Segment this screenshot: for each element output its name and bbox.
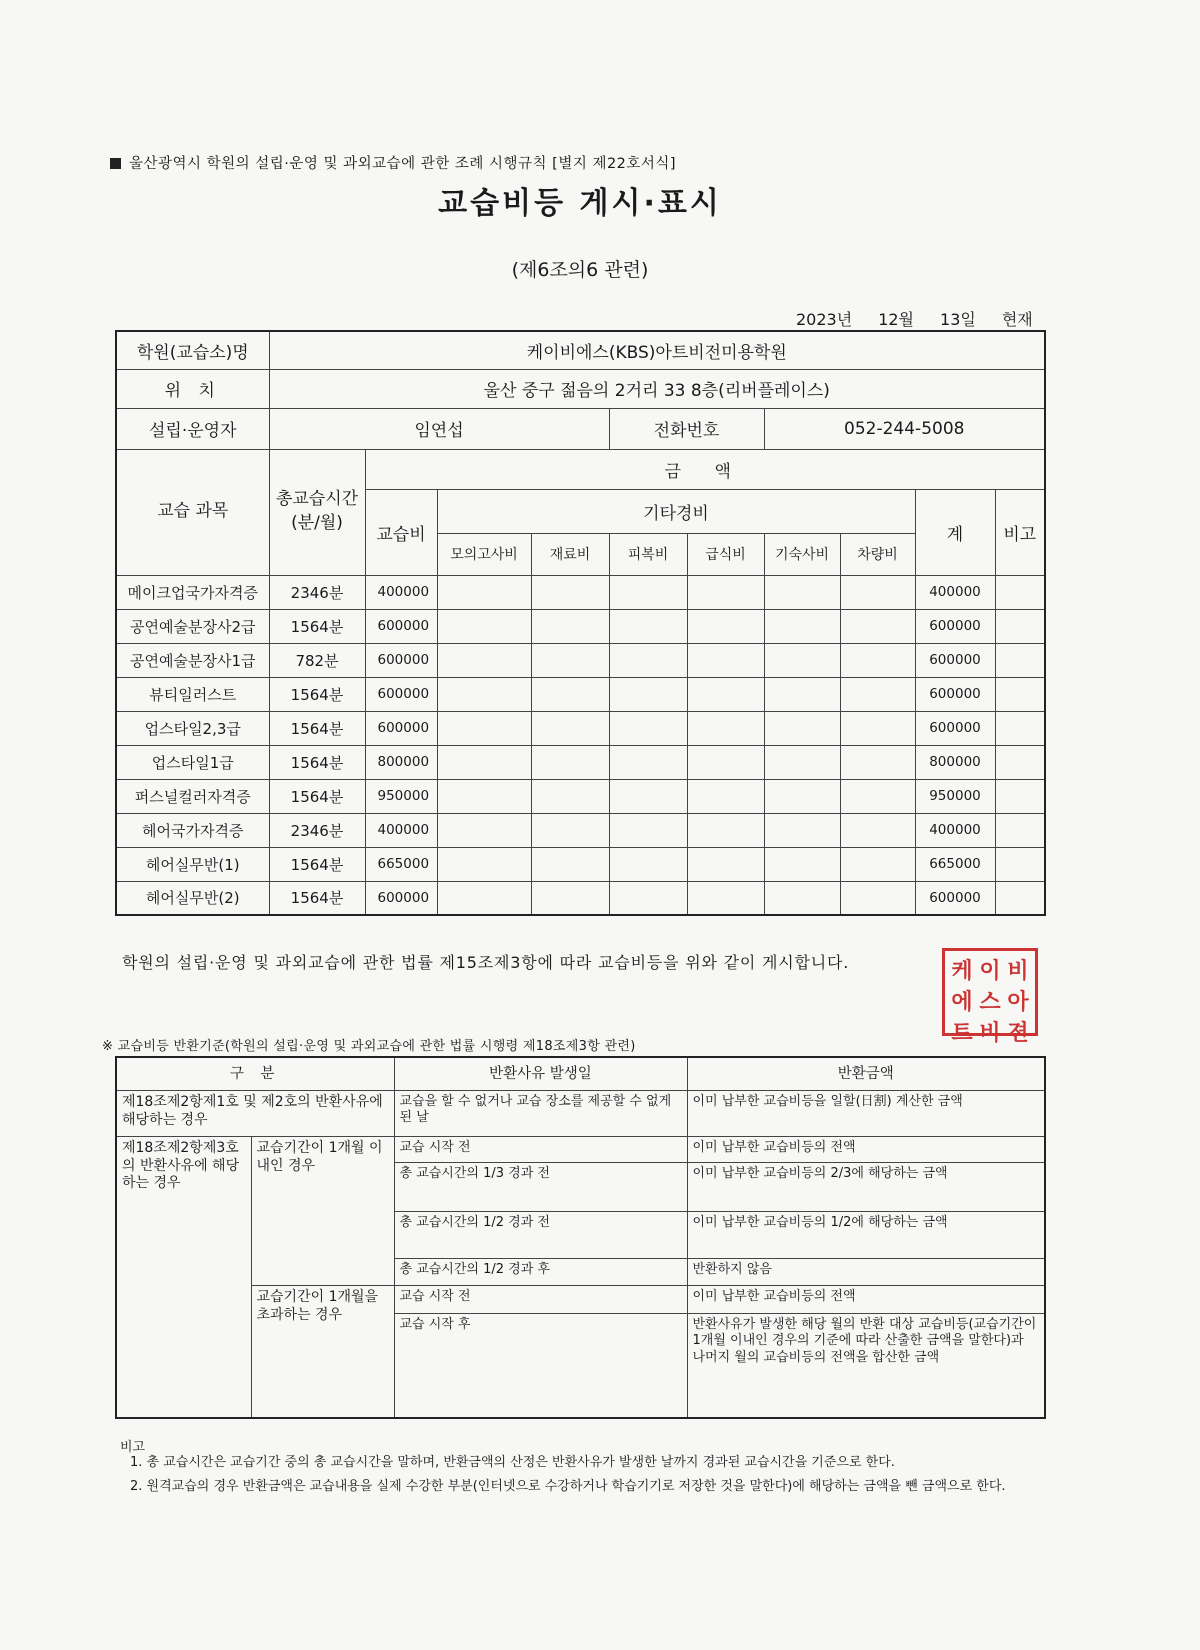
fee-rows xyxy=(116,575,1045,915)
other-cost-cell xyxy=(531,779,609,813)
as-of-day: 13일 xyxy=(940,310,976,329)
other-cost-cell xyxy=(764,745,840,779)
tuition-header: 교습비 xyxy=(365,489,437,575)
as-of-month: 12월 xyxy=(878,310,915,329)
subject-cell: 업스타일1급 xyxy=(116,745,269,779)
total-cell: 600000 xyxy=(915,609,995,643)
other-cost-cell xyxy=(840,847,915,881)
fee-row xyxy=(116,575,1045,609)
remarks-label: 비고 xyxy=(120,1440,146,1455)
refund-row xyxy=(116,1286,1045,1314)
seal-char: 스 xyxy=(979,990,1001,1015)
regulation-text: 울산광역시 학원의 설립·운영 및 과외교습에 관한 조례 시행규칙 [별지 제22호서식] xyxy=(129,156,677,172)
subject-cell: 헤어국가자격증 xyxy=(116,813,269,847)
vehicle-fee-header: 차량비 xyxy=(840,533,915,575)
other-cost-cell xyxy=(687,677,764,711)
tuition-cell: 800000 xyxy=(365,745,437,779)
seal-stamp xyxy=(942,948,1038,1046)
other-cost-cell xyxy=(840,711,915,745)
fee-row xyxy=(116,779,1045,813)
other-cost-cell xyxy=(764,575,840,609)
remarks-cell xyxy=(995,609,1045,643)
other-cost-cell xyxy=(840,779,915,813)
other-cost-cell xyxy=(687,881,764,915)
other-cost-cell xyxy=(687,813,764,847)
tuition-cell: 600000 xyxy=(365,609,437,643)
other-cost-cell xyxy=(687,711,764,745)
other-cost-cell xyxy=(609,609,687,643)
total-cell: 600000 xyxy=(915,711,995,745)
tuition-cell: 400000 xyxy=(365,575,437,609)
remarks-item: 1. 총 교습시간은 교습기간 중의 총 교습시간을 말하며, 반환금액의 산정은 반환사유가 발생한 날까지 경과된 교습시간을 기준으로 한다. xyxy=(130,1455,895,1470)
other-cost-cell xyxy=(609,779,687,813)
hours-cell: 782분 xyxy=(269,643,365,677)
other-cost-cell xyxy=(531,711,609,745)
other-cost-cell xyxy=(609,711,687,745)
tuition-cell: 600000 xyxy=(365,711,437,745)
remarks-cell xyxy=(995,813,1045,847)
fee-table xyxy=(115,330,1046,916)
other-cost-cell xyxy=(531,677,609,711)
subject-cell: 퍼스널컬러자격증 xyxy=(116,779,269,813)
square-bullet-icon xyxy=(110,158,121,169)
seal-char: 이 xyxy=(979,959,1001,984)
seal-char: 아 xyxy=(1007,990,1029,1015)
total-hours-header: 총교습시간(분/월) xyxy=(269,449,365,575)
other-cost-cell xyxy=(437,881,531,915)
other-cost-cell xyxy=(609,643,687,677)
other-cost-cell xyxy=(609,677,687,711)
hours-cell: 1564분 xyxy=(269,881,365,915)
remarks-list xyxy=(130,1454,1060,1501)
case2-sub2-amount: 반환사유가 발생한 해당 월의 반환 대상 교습비등(교습기간이 1개월 이내인 경우의 기준에 따라 산출한 금액을 말한다)과 나머지 월의 교습비등의 전액을 합산한 금액 xyxy=(687,1314,1045,1418)
hours-cell: 2346분 xyxy=(269,813,365,847)
total-cell: 600000 xyxy=(915,677,995,711)
total-cell: 600000 xyxy=(915,881,995,915)
other-cost-cell xyxy=(437,847,531,881)
subject-cell: 헤어실무반(2) xyxy=(116,881,269,915)
other-cost-cell xyxy=(764,677,840,711)
as-of-year: 2023년 xyxy=(796,310,853,329)
seal-char: 에 xyxy=(951,990,973,1015)
other-cost-cell xyxy=(437,813,531,847)
hours-cell: 1564분 xyxy=(269,609,365,643)
page-title: 교습비등 게시·표시 xyxy=(438,186,722,221)
case2-sub2-event: 교습 시작 전 xyxy=(394,1286,687,1314)
remarks-cell xyxy=(995,711,1045,745)
fee-row xyxy=(116,643,1045,677)
seal-char: 젼 xyxy=(1007,1021,1029,1046)
fee-row xyxy=(116,711,1045,745)
total-cell: 400000 xyxy=(915,813,995,847)
other-cost-cell xyxy=(840,677,915,711)
subject-header: 교습 과목 xyxy=(116,449,269,575)
remarks-cell xyxy=(995,745,1045,779)
other-cost-cell xyxy=(437,677,531,711)
total-cell: 950000 xyxy=(915,779,995,813)
case2-sub1-event: 총 교습시간의 1/2 경과 후 xyxy=(394,1259,687,1286)
other-cost-cell xyxy=(531,813,609,847)
other-cost-cell xyxy=(687,745,764,779)
other-cost-cell xyxy=(764,779,840,813)
other-cost-cell xyxy=(437,779,531,813)
dormitory-fee-header: 기숙사비 xyxy=(764,533,840,575)
fee-row xyxy=(116,609,1045,643)
other-cost-cell xyxy=(840,643,915,677)
category-header: 구 분 xyxy=(116,1057,394,1091)
other-cost-cell xyxy=(764,813,840,847)
uniform-fee-header: 피복비 xyxy=(609,533,687,575)
remarks-cell xyxy=(995,881,1045,915)
subject-cell: 공연예술분장사1급 xyxy=(116,643,269,677)
remarks-header: 비고 xyxy=(995,489,1045,575)
academy-name-label: 학원(교습소)명 xyxy=(116,331,269,369)
academy-name-value: 케이비에스(KBS)아트비전미용학원 xyxy=(269,331,1045,369)
other-cost-cell xyxy=(764,643,840,677)
other-costs-header: 기타경비 xyxy=(437,489,915,533)
remarks-cell xyxy=(995,575,1045,609)
other-cost-cell xyxy=(609,847,687,881)
seal-char: 케 xyxy=(951,959,973,984)
hours-cell: 1564분 xyxy=(269,677,365,711)
page-subtitle: (제6조의6 관련) xyxy=(511,259,649,281)
hours-cell: 1564분 xyxy=(269,711,365,745)
tuition-cell: 600000 xyxy=(365,643,437,677)
other-cost-cell xyxy=(609,575,687,609)
remarks-item: 2. 원격교습의 경우 반환금액은 교습내용을 실제 수강한 부분(인터넷으로 수강하거나 학습기기로 저장한 것을 말한다)에 해당하는 금액을 뺀 금액으로 한다. xyxy=(130,1478,1006,1494)
total-cell: 600000 xyxy=(915,643,995,677)
refund-amount-header: 반환금액 xyxy=(687,1057,1045,1091)
remarks-cell xyxy=(995,847,1045,881)
refund-header-row xyxy=(116,1057,1045,1091)
case2-sub1-event: 총 교습시간의 1/2 경과 전 xyxy=(394,1212,687,1259)
location-value: 울산 중구 젊음의 2거리 33 8층(리버플레이스) xyxy=(269,369,1045,408)
other-cost-cell xyxy=(840,813,915,847)
case2-sub1-amount: 이미 납부한 교습비등의 2/3에 해당하는 금액 xyxy=(687,1163,1045,1212)
subject-cell: 뷰티일러스트 xyxy=(116,677,269,711)
regulation-header xyxy=(110,152,676,173)
refund-table xyxy=(115,1056,1046,1419)
other-cost-cell xyxy=(687,609,764,643)
other-cost-cell xyxy=(840,575,915,609)
case2-sub1-amount: 이미 납부한 교습비등의 전액 xyxy=(687,1137,1045,1163)
other-cost-cell xyxy=(687,575,764,609)
other-cost-cell xyxy=(531,609,609,643)
other-cost-cell xyxy=(437,745,531,779)
hours-cell: 2346분 xyxy=(269,575,365,609)
case2-sub1-amount: 반환하지 않음 xyxy=(687,1259,1045,1286)
case2-sub1-event: 교습 시작 전 xyxy=(394,1137,687,1163)
case1-amount: 이미 납부한 교습비등을 일할(日割) 계산한 금액 xyxy=(687,1091,1045,1137)
other-cost-cell xyxy=(609,745,687,779)
event-header: 반환사유 발생일 xyxy=(394,1057,687,1091)
phone-value: 052-244-5008 xyxy=(764,408,1045,449)
operator-value: 임연섭 xyxy=(269,408,609,449)
meal-fee-header: 급식비 xyxy=(687,533,764,575)
other-cost-cell xyxy=(531,575,609,609)
other-cost-cell xyxy=(687,779,764,813)
case1-category: 제18조제2항제1호 및 제2호의 반환사유에 해당하는 경우 xyxy=(116,1091,394,1137)
amount-header: 금 액 xyxy=(365,449,1045,489)
other-cost-cell xyxy=(687,643,764,677)
hours-cell: 1564분 xyxy=(269,779,365,813)
refund-criteria-title: ※ 교습비등 반환기준(학원의 설립·운영 및 과외교습에 관한 법률 시행령 제18조제3항 관련) xyxy=(102,1039,636,1054)
tuition-cell: 600000 xyxy=(365,881,437,915)
other-cost-cell xyxy=(687,847,764,881)
tuition-cell: 950000 xyxy=(365,779,437,813)
other-cost-cell xyxy=(609,813,687,847)
fee-row xyxy=(116,847,1045,881)
case2-sub2-amount: 이미 납부한 교습비등의 전액 xyxy=(687,1286,1045,1314)
hours-cell: 1564분 xyxy=(269,745,365,779)
tuition-cell: 665000 xyxy=(365,847,437,881)
tuition-cell: 400000 xyxy=(365,813,437,847)
other-cost-cell xyxy=(764,711,840,745)
other-cost-cell xyxy=(531,643,609,677)
other-cost-cell xyxy=(437,711,531,745)
other-cost-cell xyxy=(840,745,915,779)
case2-sub1-event: 총 교습시간의 1/3 경과 전 xyxy=(394,1163,687,1212)
operator-label: 설립·운영자 xyxy=(116,408,269,449)
refund-row xyxy=(116,1137,1045,1163)
seal-char: 트 xyxy=(951,1021,973,1046)
subject-cell: 공연예술분장사2급 xyxy=(116,609,269,643)
fee-row xyxy=(116,677,1045,711)
remarks-cell xyxy=(995,677,1045,711)
subject-cell: 업스타일2,3급 xyxy=(116,711,269,745)
mock-exam-fee-header: 모의고사비 xyxy=(437,533,531,575)
as-of-suffix: 현재 xyxy=(1001,310,1033,329)
other-cost-cell xyxy=(764,847,840,881)
fee-row xyxy=(116,745,1045,779)
other-cost-cell xyxy=(437,643,531,677)
case2-sub2-event: 교습 시작 후 xyxy=(394,1314,687,1418)
case2-sub1-period: 교습기간이 1개월 이내인 경우 xyxy=(251,1137,394,1286)
phone-label: 전화번호 xyxy=(609,408,764,449)
location-label: 위 치 xyxy=(116,369,269,408)
other-cost-cell xyxy=(531,881,609,915)
case2-sub1-amount: 이미 납부한 교습비등의 1/2에 해당하는 금액 xyxy=(687,1212,1045,1259)
as-of-date xyxy=(796,307,1033,330)
case2-category: 제18조제2항제3호의 반환사유에 해당하는 경우 xyxy=(116,1137,251,1418)
fee-row xyxy=(116,813,1045,847)
other-cost-cell xyxy=(437,575,531,609)
total-cell: 400000 xyxy=(915,575,995,609)
total-cell: 665000 xyxy=(915,847,995,881)
subject-cell: 헤어실무반(1) xyxy=(116,847,269,881)
seal-char: 비 xyxy=(1007,959,1029,984)
remarks-cell xyxy=(995,779,1045,813)
material-fee-header: 재료비 xyxy=(531,533,609,575)
seal-char: 비 xyxy=(979,1021,1001,1046)
hours-cell: 1564분 xyxy=(269,847,365,881)
fee-row xyxy=(116,881,1045,915)
tuition-cell: 600000 xyxy=(365,677,437,711)
other-cost-cell xyxy=(437,609,531,643)
other-cost-cell xyxy=(609,881,687,915)
case2-sub2-period: 교습기간이 1개월을 초과하는 경우 xyxy=(251,1286,394,1418)
total-cell: 800000 xyxy=(915,745,995,779)
other-cost-cell xyxy=(531,847,609,881)
other-cost-cell xyxy=(840,881,915,915)
other-cost-cell xyxy=(764,881,840,915)
subject-cell: 메이크업국가자격증 xyxy=(116,575,269,609)
remarks-cell xyxy=(995,643,1045,677)
other-cost-cell xyxy=(764,609,840,643)
case1-event: 교습을 할 수 없거나 교습 장소를 제공할 수 없게 된 날 xyxy=(394,1091,687,1137)
notice-text: 학원의 설립·운영 및 과외교습에 관한 법률 제15조제3항에 따라 교습비등을 위와 같이 게시합니다. xyxy=(122,953,850,972)
other-cost-cell xyxy=(840,609,915,643)
total-header: 계 xyxy=(915,489,995,575)
refund-row xyxy=(116,1091,1045,1137)
other-cost-cell xyxy=(531,745,609,779)
